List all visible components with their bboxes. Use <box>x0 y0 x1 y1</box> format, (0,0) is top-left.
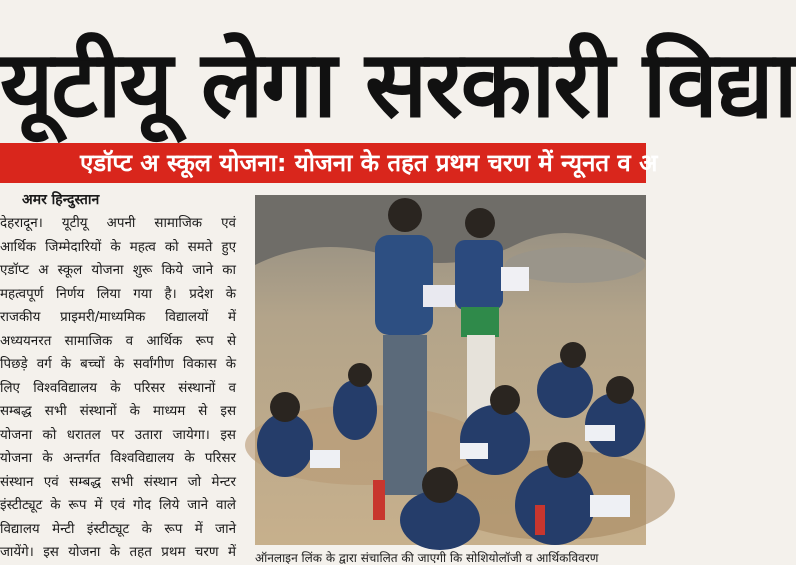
article-line: देहरादून। यूटीयू अपनी सामाजिक एवं <box>0 216 236 231</box>
article-line: महत्वपूर्ण निर्णय लिया गया है। प्रदेश के <box>0 286 236 302</box>
article-line: पिछड़े वर्ग के बच्चों के सर्वांगीण विकास के <box>0 357 236 372</box>
article-line: अध्ययनरत सामाजिक व आर्थिक रूप से <box>0 333 236 349</box>
article-line: इंस्टीट्यूट के रूप में एवं गोद लिये जाने वाले <box>0 498 236 513</box>
article-line: योजना के अन्तर्गत विश्वविद्यालय के परिसर <box>0 451 236 466</box>
article-line: जायेंगे। इस योजना के तहत प्रथम चरण में <box>0 545 236 560</box>
article-line: एडॉप्ट अ स्कूल योजना शुरू किये जाने का <box>0 263 236 278</box>
article-line: राजकीय प्राइमरी/माध्यमिक विद्यालयों में <box>0 310 236 325</box>
article-line: संस्थान एवं सम्बद्ध सभी संस्थान जो मेन्टर <box>0 474 236 490</box>
subheadline-banner: एडॉप्ट अ स्कूल योजना: योजना के तहत प्रथम चरण में न्यूनत व अ <box>0 143 646 183</box>
article-body <box>0 212 236 565</box>
photo-caption: ऑनलाइन लिंक के द्वारा संचालित की जाएगी कि सोशियोलॉजी व आर्थिकविवरण <box>255 551 599 565</box>
headline: यूटीयू लेगा सरकारी विद्या <box>0 31 796 138</box>
article-line: योजना को धरातल पर उतारा जायेगा। इस <box>0 427 236 443</box>
article-line: सम्बद्ध सभी संस्थानों के माध्यम से इस <box>0 404 236 419</box>
byline: अमर हिन्दुस्तान <box>22 192 100 208</box>
news-photo-students-outdoor <box>255 195 646 545</box>
article-line: विद्यालय मेन्टी इंस्टीट्यूट के रूप में जाने <box>0 521 236 537</box>
article-line: लिए विश्वविद्यालय के परिसर संस्थानों व <box>0 380 236 396</box>
article-line: आर्थिक जिम्मेदारियों के महत्व को समते हुए <box>0 239 236 255</box>
